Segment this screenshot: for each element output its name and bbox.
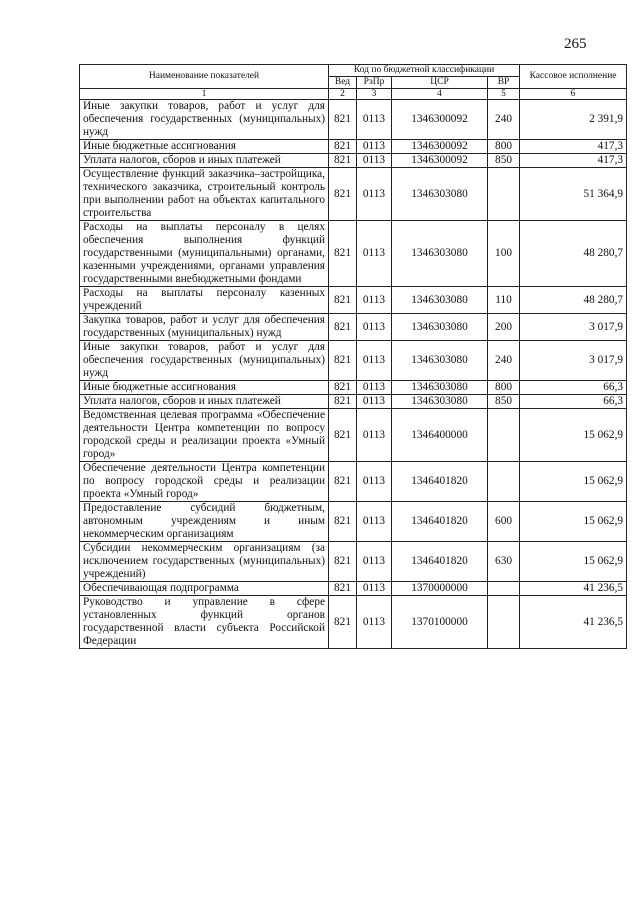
cell-ved: 821	[329, 221, 357, 287]
cell-ved: 821	[329, 314, 357, 341]
table-header-row	[80, 65, 627, 77]
column-number-row	[80, 89, 627, 100]
cell-amount: 48 280,7	[520, 287, 627, 314]
cell-ved: 821	[329, 154, 357, 168]
cell-name: Уплата налогов, сборов и иных платежей	[80, 395, 329, 409]
cell-ved: 821	[329, 168, 357, 221]
cell-rzpr: 0113	[357, 395, 392, 409]
col-number: 3	[357, 89, 392, 100]
page-number: 265	[564, 36, 587, 52]
cell-vr	[488, 462, 520, 502]
cell-name: Предоставление субсидий бюджетным, автономным учреждениям и иным некоммерческим организациям	[80, 502, 329, 542]
cell-vr	[488, 409, 520, 462]
header-name: Наименование показателей	[80, 65, 329, 89]
cell-amount: 41 236,5	[520, 582, 627, 596]
cell-rzpr: 0113	[357, 314, 392, 341]
header-amount: Кассовое исполнение	[520, 65, 627, 89]
header-code-group: Код по бюджетной классификации	[329, 65, 520, 77]
col-number: 2	[329, 89, 357, 100]
table-row	[80, 395, 627, 409]
cell-rzpr: 0113	[357, 154, 392, 168]
cell-rzpr: 0113	[357, 140, 392, 154]
cell-csr: 1346300092	[392, 154, 488, 168]
cell-ved: 821	[329, 596, 357, 649]
cell-amount: 15 062,9	[520, 409, 627, 462]
header-rzpr: РзПр	[357, 77, 392, 89]
cell-ved: 821	[329, 582, 357, 596]
cell-csr: 1346303080	[392, 168, 488, 221]
cell-rzpr: 0113	[357, 582, 392, 596]
cell-csr: 1346300092	[392, 140, 488, 154]
table-row	[80, 381, 627, 395]
cell-amount: 417,3	[520, 140, 627, 154]
cell-amount: 2 391,9	[520, 100, 627, 140]
cell-ved: 821	[329, 287, 357, 314]
cell-vr: 240	[488, 341, 520, 381]
cell-ved: 821	[329, 409, 357, 462]
cell-vr: 850	[488, 395, 520, 409]
cell-vr: 630	[488, 542, 520, 582]
cell-csr: 1346303080	[392, 395, 488, 409]
table-row	[80, 168, 627, 221]
cell-ved: 821	[329, 140, 357, 154]
cell-vr: 800	[488, 140, 520, 154]
cell-vr: 100	[488, 221, 520, 287]
cell-name: Иные закупки товаров, работ и услуг для обеспечения государственных (муниципальных) нужд	[80, 341, 329, 381]
col-number: 4	[392, 89, 488, 100]
cell-ved: 821	[329, 395, 357, 409]
table-row	[80, 221, 627, 287]
cell-ved: 821	[329, 100, 357, 140]
cell-amount: 417,3	[520, 154, 627, 168]
cell-name: Уплата налогов, сборов и иных платежей	[80, 154, 329, 168]
cell-vr	[488, 168, 520, 221]
cell-rzpr: 0113	[357, 542, 392, 582]
cell-rzpr: 0113	[357, 462, 392, 502]
cell-ved: 821	[329, 502, 357, 542]
col-number: 5	[488, 89, 520, 100]
header-ved: Вед	[329, 77, 357, 89]
table-row	[80, 596, 627, 649]
cell-amount: 66,3	[520, 381, 627, 395]
cell-rzpr: 0113	[357, 221, 392, 287]
table-row	[80, 462, 627, 502]
table-row	[80, 154, 627, 168]
cell-amount: 48 280,7	[520, 221, 627, 287]
cell-amount: 3 017,9	[520, 341, 627, 381]
cell-csr: 1346401820	[392, 542, 488, 582]
table-row	[80, 542, 627, 582]
cell-csr: 1346401820	[392, 462, 488, 502]
cell-ved: 821	[329, 462, 357, 502]
col-number: 6	[520, 89, 627, 100]
cell-name: Обеспечение деятельности Центра компетенции по вопросу городской среды и реализации проекта «Умный город»	[80, 462, 329, 502]
cell-vr: 850	[488, 154, 520, 168]
table-row	[80, 409, 627, 462]
table-row	[80, 341, 627, 381]
cell-name: Иные закупки товаров, работ и услуг для обеспечения государственных (муниципальных) нужд	[80, 100, 329, 140]
cell-name: Иные бюджетные ассигнования	[80, 140, 329, 154]
cell-name: Расходы на выплаты персоналу в целях обеспечения выполнения функций государственными (муниципальными) органами, казенными учреждениями, органами управления государственными внебюджетными фондами	[80, 221, 329, 287]
cell-csr: 1346303080	[392, 221, 488, 287]
cell-rzpr: 0113	[357, 502, 392, 542]
cell-name: Руководство и управление в сфере установленных функций органов государственной власти субъекта Российской Федерации	[80, 596, 329, 649]
cell-name: Ведомственная целевая программа «Обеспечение деятельности Центра компетенции по вопросу городской среды и реализации проекта «Умный город»	[80, 409, 329, 462]
cell-csr: 1346303080	[392, 287, 488, 314]
cell-amount: 15 062,9	[520, 542, 627, 582]
cell-rzpr: 0113	[357, 100, 392, 140]
budget-table	[79, 64, 627, 649]
cell-vr: 800	[488, 381, 520, 395]
cell-ved: 821	[329, 542, 357, 582]
col-number: 1	[80, 89, 329, 100]
table-row	[80, 582, 627, 596]
cell-vr: 240	[488, 100, 520, 140]
cell-rzpr: 0113	[357, 409, 392, 462]
cell-csr: 1346303080	[392, 341, 488, 381]
cell-csr: 1346400000	[392, 409, 488, 462]
cell-vr	[488, 582, 520, 596]
cell-ved: 821	[329, 381, 357, 395]
table-row	[80, 100, 627, 140]
cell-name: Закупка товаров, работ и услуг для обеспечения государственных (муниципальных) нужд	[80, 314, 329, 341]
cell-csr: 1370100000	[392, 596, 488, 649]
cell-csr: 1346300092	[392, 100, 488, 140]
cell-vr: 600	[488, 502, 520, 542]
table-row	[80, 314, 627, 341]
cell-amount: 66,3	[520, 395, 627, 409]
cell-name: Субсидии некоммерческим организациям (за исключением государственных (муниципальных) учреждений)	[80, 542, 329, 582]
cell-name: Осуществление функций заказчика–застройщика, технического заказчика, строительный контроль при выполнении работ на объектах капитального строительства	[80, 168, 329, 221]
table-row	[80, 140, 627, 154]
header-vr: ВР	[488, 77, 520, 89]
cell-rzpr: 0113	[357, 341, 392, 381]
cell-rzpr: 0113	[357, 168, 392, 221]
cell-vr	[488, 596, 520, 649]
table-row	[80, 287, 627, 314]
cell-rzpr: 0113	[357, 381, 392, 395]
cell-vr: 110	[488, 287, 520, 314]
cell-csr: 1346401820	[392, 502, 488, 542]
cell-rzpr: 0113	[357, 596, 392, 649]
header-csr: ЦСР	[392, 77, 488, 89]
table-row	[80, 502, 627, 542]
cell-amount: 3 017,9	[520, 314, 627, 341]
cell-vr: 200	[488, 314, 520, 341]
cell-name: Расходы на выплаты персоналу казенных учреждений	[80, 287, 329, 314]
cell-csr: 1346303080	[392, 314, 488, 341]
cell-name: Иные бюджетные ассигнования	[80, 381, 329, 395]
cell-name: Обеспечивающая подпрограмма	[80, 582, 329, 596]
cell-csr: 1370000000	[392, 582, 488, 596]
cell-rzpr: 0113	[357, 287, 392, 314]
cell-amount: 15 062,9	[520, 462, 627, 502]
cell-csr: 1346303080	[392, 381, 488, 395]
cell-amount: 15 062,9	[520, 502, 627, 542]
cell-amount: 51 364,9	[520, 168, 627, 221]
cell-ved: 821	[329, 341, 357, 381]
cell-amount: 41 236,5	[520, 596, 627, 649]
